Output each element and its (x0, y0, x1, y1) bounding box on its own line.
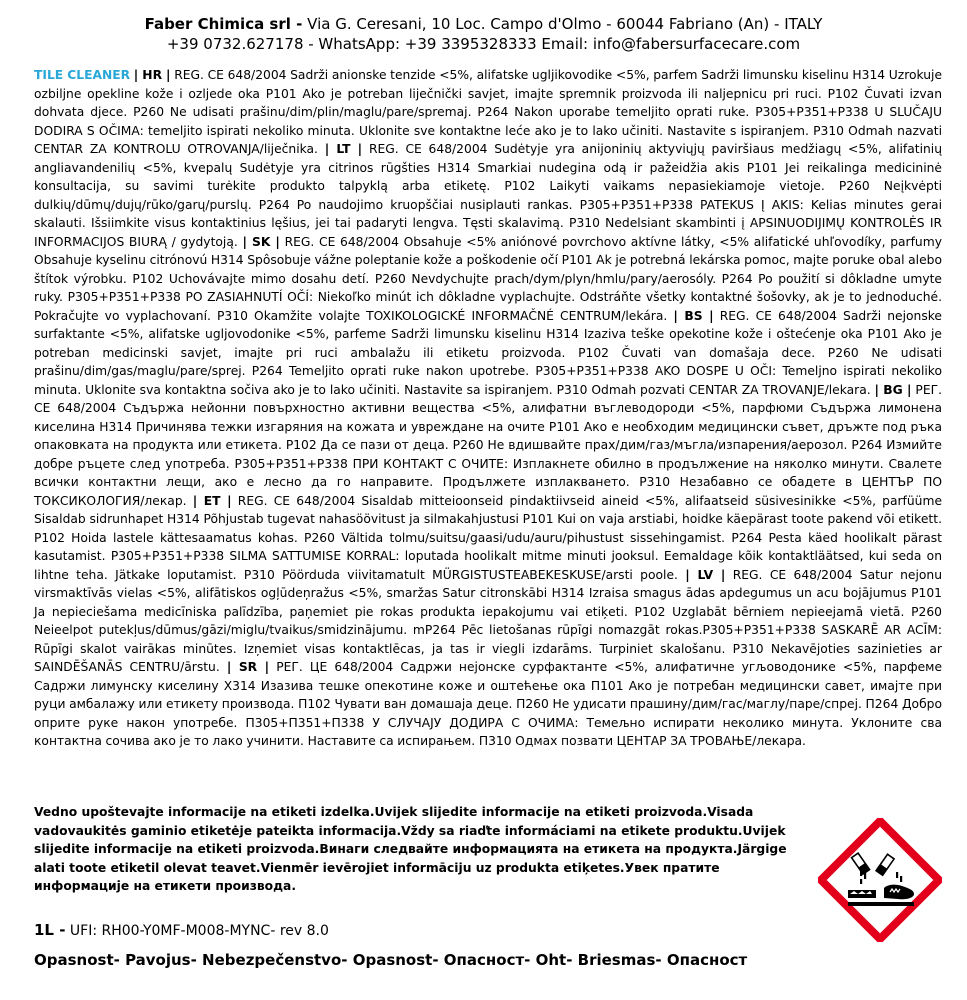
company-address-line (0, 14, 967, 34)
lang-text-sk: REG. CE 648/2004 Obsahuje <5% aniónové povrchovo aktívne látky, <5% alifatické uhľovodíky, parfumy Obsahuje kyselinu citrónovú H314 Spôsobuje vážne poleptanie kože a poškodenie očí P101 Ak je potrebná lekárska pomoc, majte poruke obal alebo štítok výrobku. P102 Uchovávajte mimo dosahu detí. P260 Nevdychujte prach/dym/plyn/hmlu/pary/aerosóly. P264 Po použití si dôkladne umyte ruky. P305+P351+P338 PO ZASIAHNUTÍ OČÍ: Niekoľko minút ich dôkladne vyplachujte. Odstráňte všetky kontaktné šošovky, ak je to jednoduché. Pokračujte vo vyplachovaní. P310 Okamžite volajte TOXIKOLOGICKÉ INFORMAČNÉ CENTRUM/lekára. (34, 234, 942, 323)
lang-text-hr: REG. CE 648/2004 Sadrži anionske tenzide <5%, alifatske ugljikovodike <5%, parfem Sadrži limunsku kiselinu H314 Uzrokuje ozbiljne opekline kože i ozljede oka P101 Ako je potreban liječnički savjet, imajte spremnik proizvoda ili naljepnicu pri ruci. P102 Čuvati izvan dohvata djece. P260 Ne udisati prašinu/dim/plin/maglu/pare/spremaj. P264 Nakon uporabe temeljito oprati ruke. P305+P351+P338 U SLUČAJU DODIRA S OČIMA: temeljito ispirati nekoliko minuta. Uklonite sve kontaktne leće ako je to lako učiniti. Nastavite s ispiranjem. P310 Odmah nazvati CENTAR ZA KONTROLU OTROVANJA/liječnika. (34, 68, 943, 156)
company-contacts: +39 0732.627178 - WhatsApp: +39 3395328333 Email: info@fabersurfacecare.com (166, 35, 801, 53)
lang-text-bs: REG. CE 648/2004 Sadrži nejonske surfaktante <5%, alifatske ugljovodonike <5%, parfeme Sadrži limunsku kiselinu H314 Izaziva teške opekotine kože i oštećenje oka P101 Ako je potreban medicinski savjet, imajte pri ruci ambalažu ili etiketu proizvoda. P102 Čuvati van domašaja dece. P260 Ne udisati prašinu/dim/gas/maglu/pare/sprej. P264 Temeljito oprati ruke nakon upotrebe. P305+P351+P338 AKO DOSPE U OČI: Temeljno ispirati nekoliko minuta. Uklonite sva kontaktna sočiva ako je to lako učiniti. Nastavite sa ispiranjem. P310 Odmah pozvati CENTAR ZA TROVANJE/lekara. (34, 308, 942, 397)
lang-text-et: REG. CE 648/2004 Sisaldab mitteioonseid pindaktiivseid aineid <5%, alifaatseid süsivesinikke <5%, parfüüme Sisaldab sidrunhapet H314 Põhjustab tugevat nahasöövitust ja silmakahjustusi P101 Kui on vaja arstiabi, hoidke käepärast toote pakend või etikett. P102 Hoida lastele kättesaamatus kohas. P260 Vältida tolmu/suitsu/gaasi/udu/auru/pihustust sissehingamist. P264 Pesta käed hoolikalt pärast kasutamist. P305+P351+P338 SILMA SATTUMISE KORRAL: loputada hoolikalt mitme minuti jooksul. Eemaldage kõik kontaktläätsed, kui seda on lihtne teha. Jätkake loputamist. P310 Pöörduda viivitamatult MÜRGISTUSTEABEKESKUSE/arsti poole. (34, 493, 943, 582)
label-instructions-note: Vedno upoštevajte informacije na etiketi izdelka.Uvijek slijedite informacije na etiketi proizvoda.Visada vadovaukitės gaminio etiketėje pateikta informacija.Vždy sa riaďte informáciami na etikete produktu.Uvijek slijedite informacije na etiketi proizvoda.Винаги следвайте информацията на етикета на продукта.Järgige alati toote etiketil olevat teavet.Vienmēr ievērojiet informāciju uz produkta etiķetes.Увек пратите информације на етикети производа. (34, 805, 787, 893)
ufi-line (34, 920, 329, 941)
lang-text-lt: REG. CE 648/2004 Sudėtyje yra anijoninių aktyviųjų paviršiaus medžiagų <5%, alifatinių angliavandenilių <5%, kvepalų Sudėtyje yra citrinos rūgšties H314 Smarkiai nudegina odą ir pažeidžia akis P101 Jei reikalinga medicininė konsultacija, su savimi turėkite produkto talpyklą arba etiketę. P102 Laikyti vaikams nepasiekiamoje vietoje. P260 Neįkvėpti dulkių/dūmų/dujų/rūko/garų/purslų. P264 Po naudojimo kruopščiai nusiplauti rankas. P305+P351+P338 PATEKUS Į AKIS: Kelias minutes gerai skalauti. Išsiimkite visus kontaktinius lęšius, jei tai padaryti lengva. Tęsti skalavimą. P310 Nedelsiant skambinti į APSINUODIJIMŲ KONTROLĖS IR INFORMACIJOS BIURĄ / gydytoją. (34, 142, 943, 249)
lang-code-et: | ET | (192, 493, 232, 508)
lang-text-bg: РЕГ. CE 648/2004 Съдържа нейонни повърхностно активни вещества <5%, алифатни въглеводороди <5%, парфюми Съдържа лимонена киселина H314 Причинява тежки изгаряния на кожата и увреждане на очите P101 Ако е необходим медицински съвет, дръжте под ръка опаковката на продукта или етикета. P102 Да се пази от деца. P260 Не вдишвайте прах/дим/газ/мъгла/изпарения/аерозол. P264 Измийте добре ръцете след употреба. P305+P351+P338 ПРИ КОНТАКТ С ОЧИТЕ: Изплакнете обилно в продължение на няколко минути. Свалете всички контактни лещи, ако е лесно да го направите. Продължете изплакването. P310 Незабавно се обадете в ЦЕНТЪР ПО ТОКСИКОЛОГИЯ/лекар. (34, 382, 942, 508)
lang-code-lv: | LV | (685, 567, 726, 582)
ghs05-corrosion-icon (818, 818, 942, 942)
lang-text-lv: REG. CE 648/2004 Satur nejonu virsmaktīvās vielas <5%, alifātiskos ogļūdeņražus <5%, smaržas Satur citronskābi H314 Izraisa smagus ādas apdegumus un acu bojājumus P101 Ja nepieciešama medicīniska palīdzība, paņemiet pie rokas produkta iepakojumu vai etiķeti. P102 Uzglabāt bērniem nepieejamā vietā. P260 Neieelpot putekļus/dūmus/gāzi/miglu/tvaikus/smidzinājumu. mP264 Pēc lietošanas rūpīgi nomazgāt rokas.P305+P351+P338 SASKARĒ AR ACĪM: Rūpīgi skalot vairākas minūtes. Izņemiet visas kontaktlēcas, ja tas ir viegli izdarāms. Turpiniet skalošanu. P310 Nekavējoties sazinieties ar SAINDĒŠANĀS CENTRU/ārstu. (34, 567, 943, 674)
company-name: Faber Chimica srl - (144, 15, 303, 33)
lang-text-sr: РЕГ. ЦЕ 648/2004 Садржи нејонске сурфактанте <5%, алифатичне угљоводонике <5%, парфеме Садржи лимунску киселину Х314 Изазива тешке опекотине коже и оштећење ока П101 Ако је потребан медицински савет, имајте при руци амбалажу или етикету производа. П102 Чувати ван домашаја деце. П260 Не удисати прашину/дим/гас/маглу/паре/спреј. П264 Добро оприте руке након употребе. П305+П351+П338 У СЛУЧАЈУ ДОДИРА С ОЧИМА: Темељно испирати неколико минута. Уклоните сва контактна сочива ако је то лако учинити. Наставите са испирањем. П310 Одмах позвати ЦЕНТАР ЗА ТРОВАЊЕ/лекара. (34, 660, 943, 748)
signal-word: Opasnost- Pavojus- Nebezpečenstvo- Opasnost- Опасност- Oht- Briesmas- Опасност (34, 951, 748, 969)
company-header (0, 14, 967, 54)
ufi-code: UFI: RH00-Y0MF-M008-MYNC- rev 8.0 (69, 923, 329, 939)
lang-code-sk: | SK | (242, 234, 280, 249)
label-text-block (34, 66, 942, 751)
package-size: 1L - (34, 921, 66, 939)
lang-code-lt: | LT | (324, 142, 363, 156)
lang-code-bs: | BS | (673, 308, 714, 323)
lang-code-hr: | HR | (133, 68, 171, 82)
lang-code-bg: | BG | (874, 382, 912, 397)
company-address: Via G. Ceresani, 10 Loc. Campo d'Olmo - 60044 Fabriano (An) - ITALY (307, 15, 823, 33)
product-name: TILE CLEANER (34, 68, 131, 82)
lang-code-sr: | SR | (226, 660, 270, 674)
